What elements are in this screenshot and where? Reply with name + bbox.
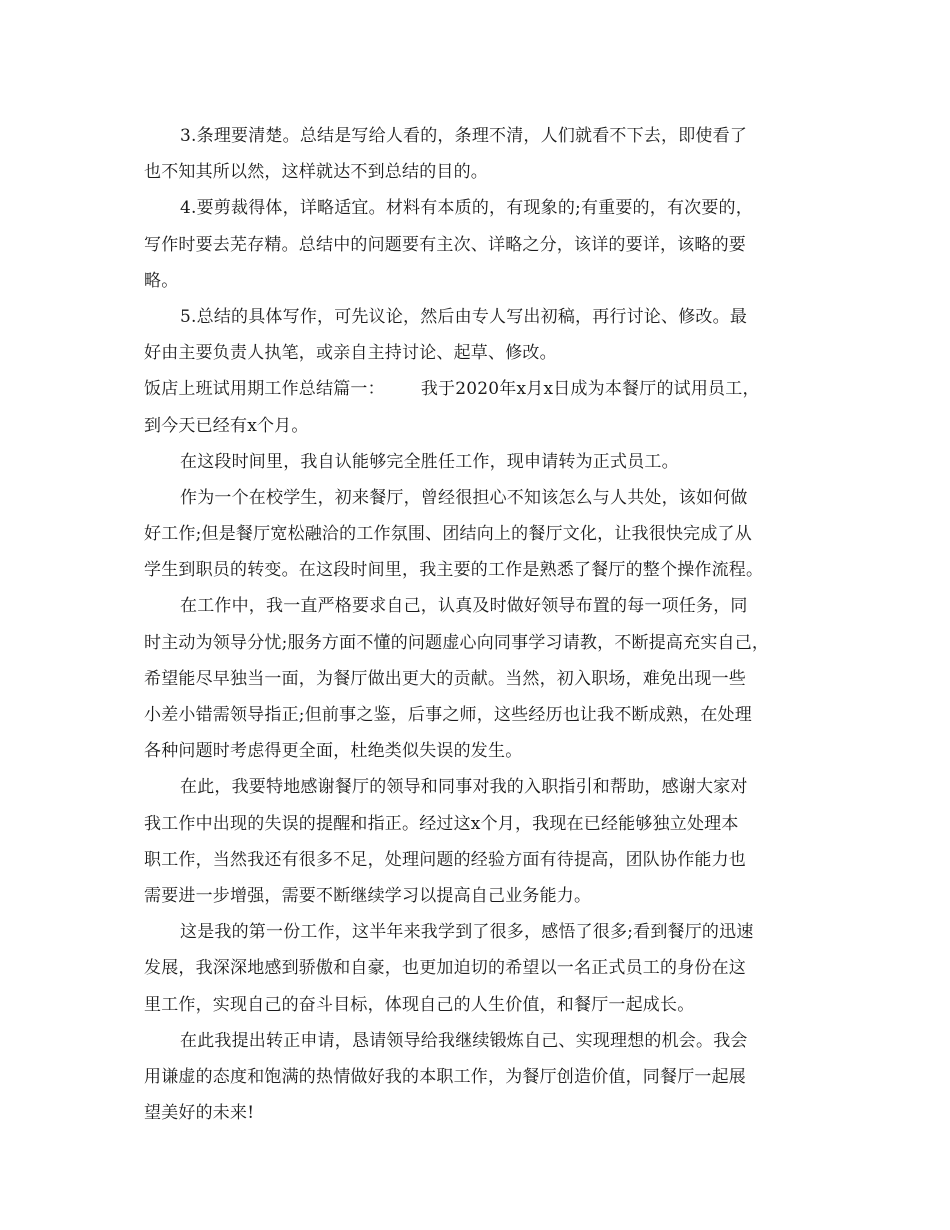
paragraph-line: 写作时要去芜存精。总结中的问题要有主次、详略之分，该详的要详，该略的要 [144, 234, 746, 255]
paragraph-line: 学生到职员的转变。在这段时间里，我主要的工作是熟悉了餐厅的整个操作流程。 [144, 560, 764, 581]
paragraph-line: 5.总结的具体写作，可先议论，然后由专人写出初稿，再行讨论、修改。最 [180, 306, 748, 327]
paragraph-line: 各种问题时考虑得更全面，杜绝类似失误的发生。 [144, 741, 523, 762]
paragraph-line: 小差小错需领导指正;但前事之鉴，后事之师，这些经历也让我不断成熟，在处理 [144, 705, 752, 725]
paragraph-line: 用谦虚的态度和饱满的热情做好我的本职工作，为餐厅创造价值，同餐厅一起展 [144, 1066, 746, 1087]
paragraph-line: 发展，我深深地感到骄傲和自豪，也更加迫切的希望以一名正式员工的身份在这 [144, 958, 746, 979]
paragraph-line: 我工作中出现的失误的提醒和指正。经过这x个月，我现在已经能够独立处理本 [144, 813, 739, 834]
paragraph-line: 4.要剪裁得体，详略适宜。材料有本质的，有现象的;有重要的，有次要的， [180, 198, 753, 219]
paragraph-line: 这是我的第一份工作，这半年来我学到了很多，感悟了很多;看到餐厅的迅速 [180, 922, 754, 943]
paragraph-line: 希望能尽早独当一面，为餐厅做出更大的贡献。当然，初入职场，难免出现一些 [144, 668, 746, 689]
paragraph-line: 望美好的未来! [144, 1103, 255, 1124]
paragraph-line: 3.条理要清楚。总结是写给人看的，条理不清，人们就看不下去，即使看了 [180, 126, 748, 146]
paragraph-line: 在此，我要特地感谢餐厅的领导和同事对我的入职指引和帮助，感谢大家对 [180, 777, 748, 798]
paragraph-line: 在这段时间里，我自认能够完全胜任工作，现申请转为正式员工。 [180, 451, 679, 472]
section-title: 饭店上班试用期工作总结篇一： [144, 379, 385, 400]
paragraph-line: 在工作中，我一直严格要求自己，认真及时做好领导布置的每一项任务，同 [180, 596, 748, 617]
paragraph-line: 需要进一步增强，需要不断继续学习以提高自己业务能力。 [144, 885, 592, 906]
paragraph-text: 我于2020年x月x日成为本餐厅的试用员工， [420, 379, 760, 400]
paragraph-line: 略。 [144, 270, 179, 291]
paragraph-line: 好工作;但是餐厅宽松融洽的工作氛围、团结向上的餐厅文化，让我很快完成了从 [144, 524, 752, 545]
section-title-line [144, 371, 812, 407]
paragraph-line: 作为一个在校学生，初来餐厅，曾经很担心不知该怎么与人共处，该如何做 [180, 487, 748, 508]
paragraph-line: 里工作，实现自己的奋斗目标，体现自己的人生价值，和餐厅一起成长。 [144, 994, 695, 1015]
paragraph-line: 职工作，当然我还有很多不足，处理问题的经验方面有待提高，团队协作能力也 [144, 849, 746, 870]
document-body [144, 118, 812, 1131]
paragraph-line: 时主动为领导分忧;服务方面不懂的问题虚心向同事学习请教，不断提高充实自己， [144, 632, 770, 653]
paragraph-line: 在此我提出转正申请，恳请领导给我继续锻炼自己、实现理想的机会。我会 [180, 1030, 748, 1051]
paragraph-line: 好由主要负责人执笔，或亲自主持讨论、起草、修改。 [144, 343, 557, 364]
paragraph-line: 也不知其所以然，这样就达不到总结的目的。 [144, 162, 488, 183]
paragraph-line: 到今天已经有x个月。 [144, 415, 309, 436]
